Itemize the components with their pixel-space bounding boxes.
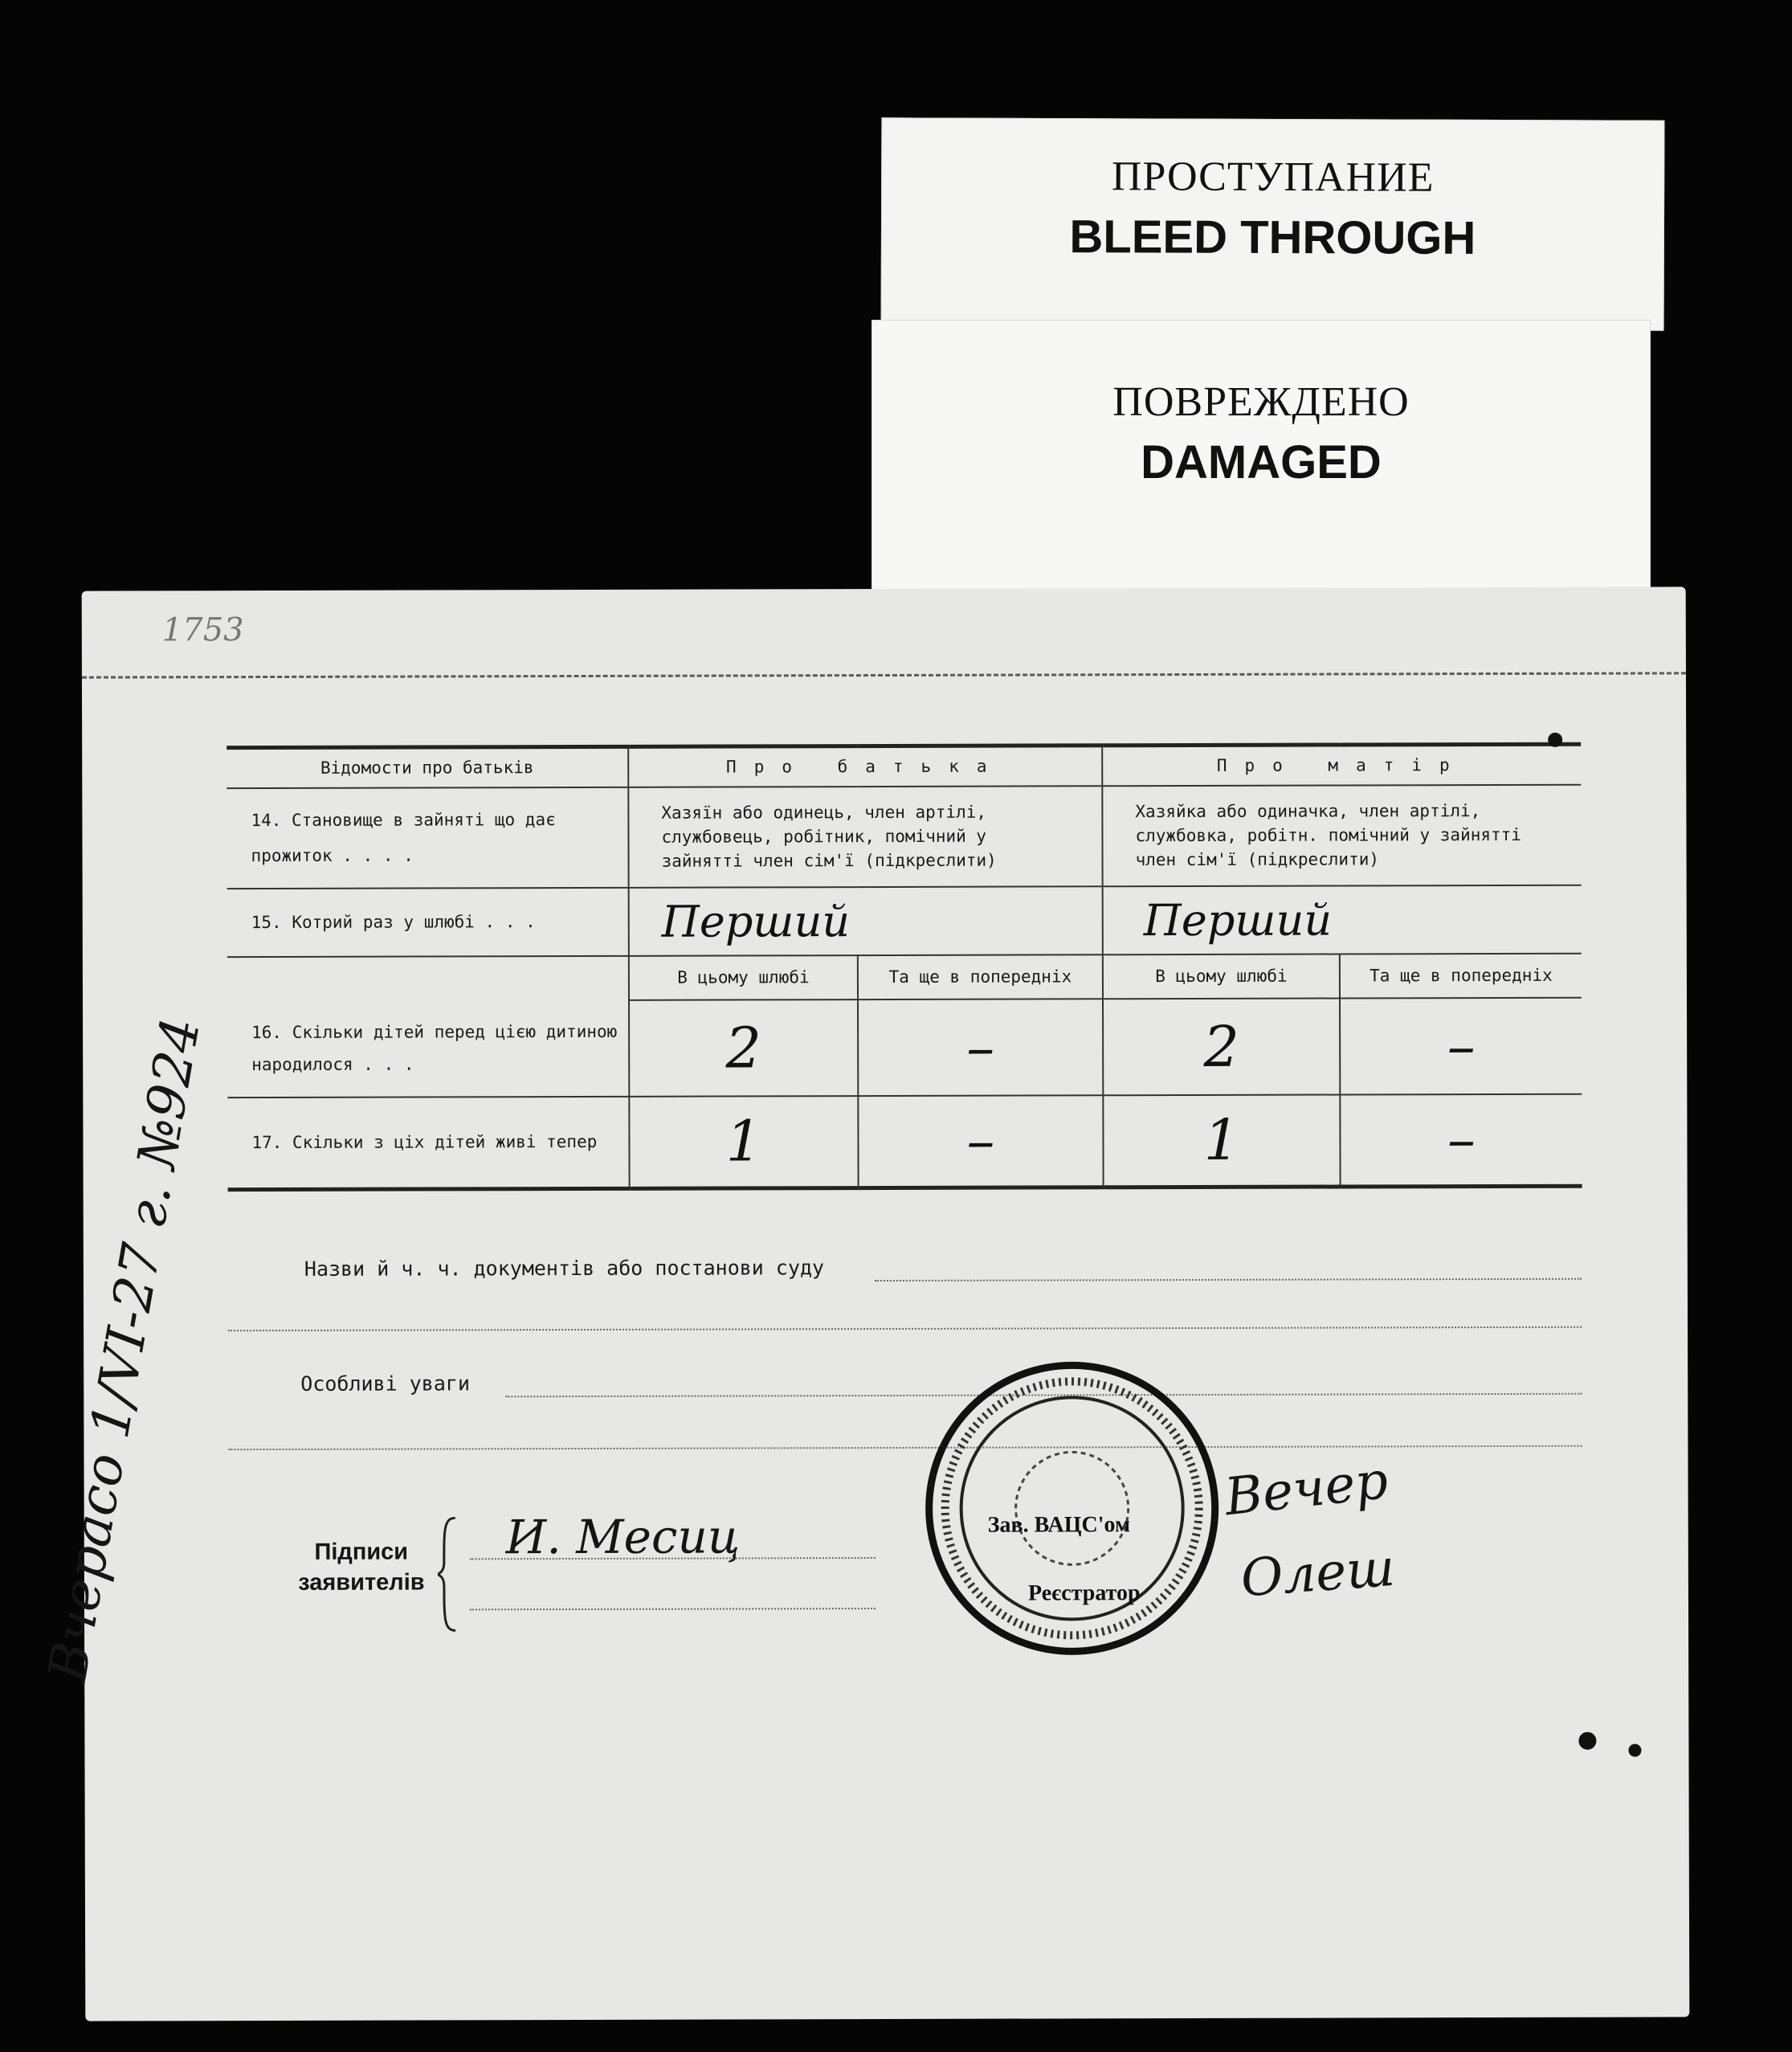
row16-mother-this: 2 <box>1103 998 1340 1095</box>
row15-father: Перший <box>629 886 1103 956</box>
stamp-registrar-title: Реєстратор <box>1027 1580 1141 1606</box>
documents-label: Назви й ч. ч. документів або постанови суду <box>304 1256 825 1281</box>
row17-mother-prev: – <box>1340 1093 1582 1187</box>
row16-mother-prev: – <box>1340 997 1582 1094</box>
perforation-line <box>82 672 1686 678</box>
signatures-label: Підписи заявителів <box>298 1539 425 1596</box>
official-signature-1: Вечер <box>1222 1450 1391 1528</box>
corner-mark: 1753 <box>161 611 244 649</box>
signature-brace <box>438 1514 462 1634</box>
row17-father-prev: – <box>858 1095 1103 1188</box>
sub-father-this: В цьому шлюбі <box>629 955 858 1000</box>
header-mother: Про матір <box>1102 744 1581 786</box>
damage-hole-1 <box>1548 733 1562 747</box>
parents-info-table <box>227 742 1582 1192</box>
row14-father: Хазяїн або одинець, член артілі, службовець, робітник, помічний у зайнятті член сім'ї (підкреслити) <box>628 786 1102 888</box>
damage-hole-3 <box>1628 1744 1641 1757</box>
row16-father-this: 2 <box>629 999 858 1097</box>
sub-father-prev: Та ще в попередніх <box>858 954 1103 999</box>
damaged-en: DAMAGED <box>1141 436 1382 488</box>
bleed-through-en: BLEED THROUGH <box>1069 211 1476 264</box>
margin-note: Вчерасо 1/VI-27 г. №924 <box>36 1013 213 1686</box>
damaged-card <box>872 320 1651 591</box>
row16-label: 16. Скільки дітей перед цією дитиною народилося . . . <box>227 999 629 1097</box>
row14-label: 14. Становище в зайняті що дає прожиток . . . . <box>227 787 628 888</box>
documents-line-2 <box>228 1326 1582 1331</box>
damaged-ru: ПОВРЕЖДЕНО <box>1112 379 1410 425</box>
row16-father-prev: – <box>858 999 1103 1096</box>
row15-mother: Перший <box>1103 885 1582 954</box>
row16-header-spacer <box>227 955 629 1000</box>
official-signature-2: Олеш <box>1239 1538 1398 1609</box>
header-father: Про батька <box>628 746 1102 787</box>
header-parents-info: Відомости про батьків <box>227 746 628 787</box>
bleed-through-card <box>881 117 1665 330</box>
row17-label: 17. Скільки з ціх дітей живі тепер <box>227 1096 629 1189</box>
row17-father-this: 1 <box>629 1096 858 1189</box>
sub-mother-this: В цьому шлюбі <box>1103 954 1340 999</box>
official-seal <box>919 1355 1225 1662</box>
row15-label: 15. Котрий раз у шлюбі . . . <box>227 887 629 956</box>
documents-line <box>875 1278 1582 1281</box>
row17-mother-this: 1 <box>1103 1094 1340 1187</box>
applicant-signature: И. Месиц <box>505 1509 741 1565</box>
damage-hole-2 <box>1578 1732 1596 1750</box>
sub-mother-prev: Та ще в попередніх <box>1340 953 1582 998</box>
signature-line-2 <box>470 1608 876 1610</box>
stamp-head-title: Зав. ВАЦС'ом <box>987 1512 1131 1538</box>
notes-label: Особливі уваги <box>300 1371 471 1396</box>
document-sheet <box>36 587 1690 2021</box>
row14-mother: Хазяйка або одиначка, член артілі, службовка, робітн. помічний у зайнятті член сім'ї (підкреслити) <box>1102 784 1581 886</box>
bleed-through-ru: ПРОСТУПАНИЕ <box>1111 153 1435 201</box>
notes-line-2 <box>228 1445 1582 1450</box>
